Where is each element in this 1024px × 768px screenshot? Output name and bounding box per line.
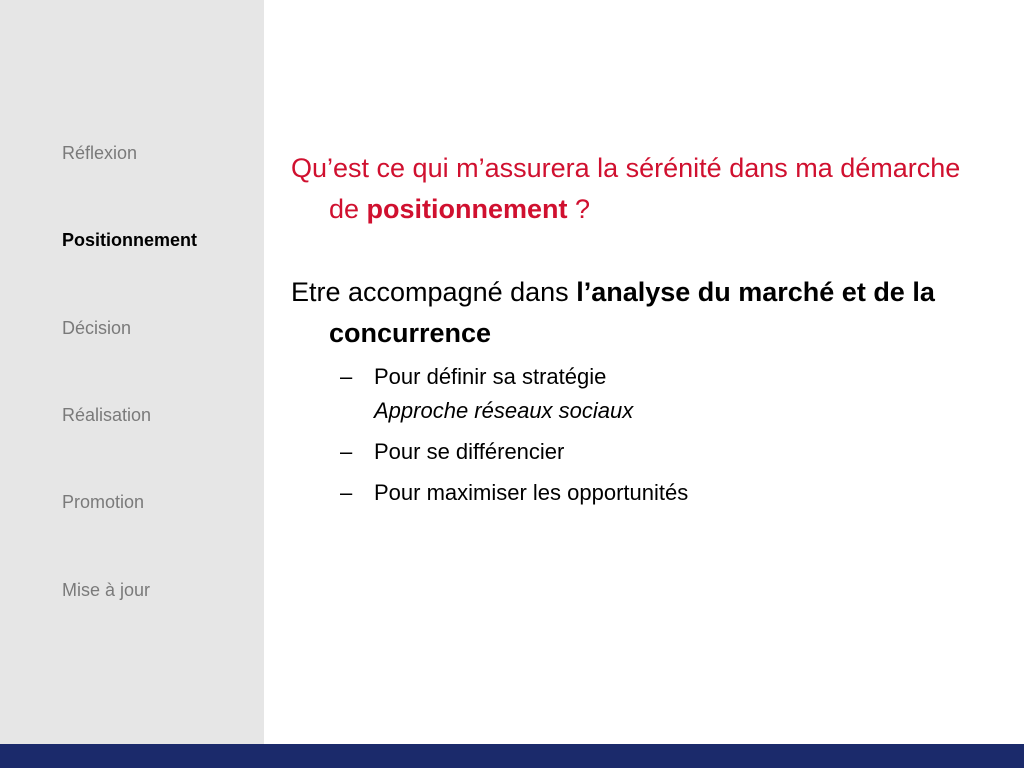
slide-content: [291, 148, 971, 517]
bullet-text: Pour se différencier: [374, 439, 565, 464]
list-item: [291, 435, 971, 469]
bullet-list: [291, 360, 971, 510]
list-item: [291, 360, 971, 428]
nav-item-positionnement[interactable]: Positionnement: [62, 230, 198, 250]
bullet-text: Pour maximiser les opportunités: [374, 480, 689, 505]
question-heading: [291, 148, 971, 230]
dash-bullet: –: [340, 480, 353, 505]
nav-item-mise-a-jour[interactable]: Mise à jour: [62, 580, 151, 600]
nav-item-decision[interactable]: Décision: [62, 318, 132, 338]
nav-item-promotion[interactable]: Promotion: [62, 492, 145, 512]
bullet-italic-text: Approche réseaux sociaux: [374, 398, 634, 423]
sidebar-nav: [0, 0, 264, 744]
question-end: ?: [567, 194, 591, 224]
nav-item-reflexion[interactable]: Réflexion: [62, 143, 138, 163]
dash-bullet: –: [340, 364, 353, 389]
dash-bullet: –: [340, 439, 353, 464]
answer-emphasis: l’analyse du marché et de la concurrence: [329, 277, 935, 348]
question-emphasis: positionnement: [366, 194, 568, 224]
answer-statement: [291, 272, 971, 354]
nav-item-realisation[interactable]: Réalisation: [62, 405, 152, 425]
answer-text: Etre accompagné dans: [291, 277, 577, 307]
question-text: Qu’est ce qui m’assurera la sérénité dans ma démarche de: [291, 153, 961, 224]
bullet-text: Pour définir sa stratégie: [374, 364, 607, 389]
list-item: [291, 476, 971, 510]
footer-bar: [0, 744, 1024, 768]
